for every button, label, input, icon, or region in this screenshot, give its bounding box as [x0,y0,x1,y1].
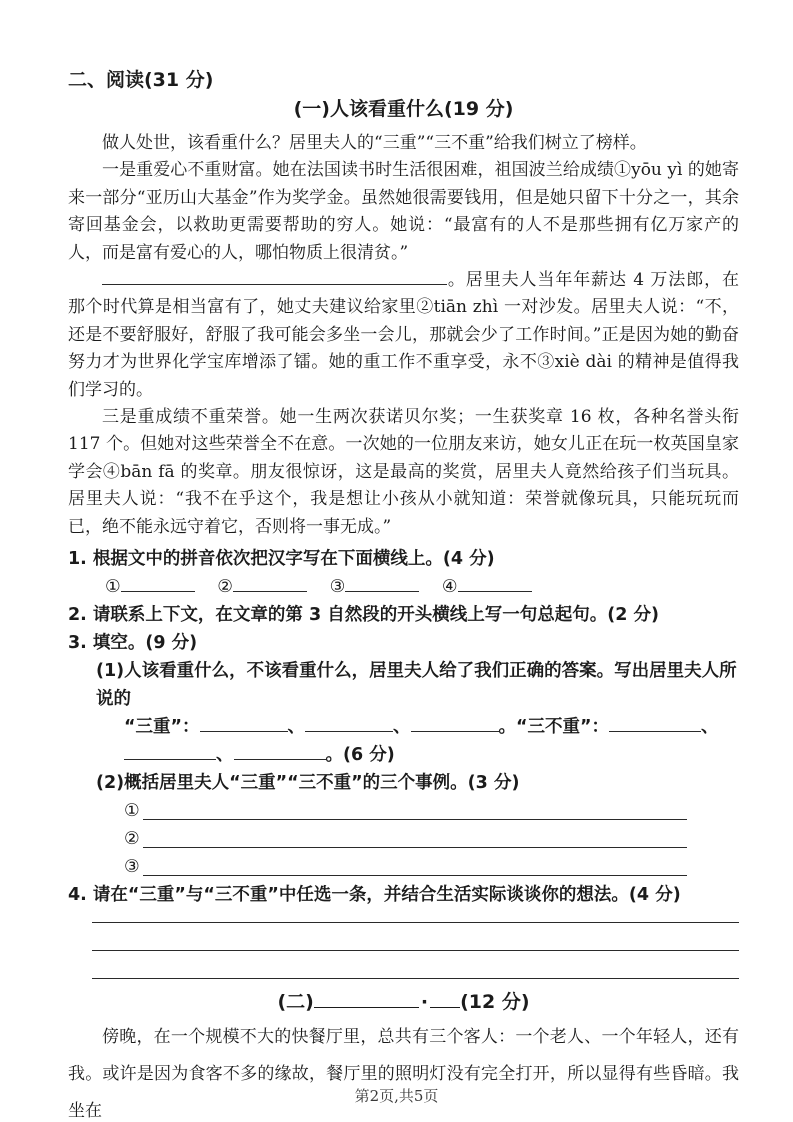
free-answer-line-3 [92,951,739,979]
question-3-sub1-fill-row-1 [124,713,739,741]
free-answer-line-1 [92,909,739,923]
circled-number-4: ④ [441,577,458,598]
circled-number-2: ② [217,577,233,598]
reading1-passage [68,130,739,541]
pinyin-blank-3 [330,573,420,601]
answer-blank [609,720,701,732]
question-3-sub1-lead: (1)人该看重什么，不该看重什么，居里夫人给了我们正确的答案。写出居里夫人所说的 [96,661,737,710]
reading2-title-suffix: (12 分) [460,991,530,1014]
pinyin-blank-2 [217,573,307,601]
label-sanzhong: “三重”： [124,717,200,738]
answer-blank [200,720,288,732]
answer-blank [234,748,326,760]
reading2-paragraph-1: 傍晚，在一个规模不大的快餐厅里，总共有三个客人：一个老人、一个年轻人，还有我。或许是因为食客不多的缘故，餐厅里的照明灯没有完全打开，所以显得有些昏暗。我坐在 [68,1027,739,1122]
answer-blank [124,748,216,760]
circled-number-3: ③ [124,857,140,878]
example-answer-line-1 [124,797,687,825]
circled-number-3: ③ [329,577,346,598]
answer-line [143,875,687,876]
section-heading: 二、阅读(31 分) [68,69,214,91]
separator: 、 [701,717,719,738]
page-footer: 第2页,共5页 [354,1087,439,1105]
question-4-stem: 4. 请在“三重”与“三不重”中任选一条，并结合生活实际谈谈你的想法。(4 分) [68,885,681,906]
answer-line [143,819,687,820]
separator: 、 [287,717,306,738]
circled-number-1: ① [124,801,140,822]
answer-blank [305,720,393,732]
pinyin-blank-1 [105,573,195,601]
separator: 、 [393,717,411,738]
question-2-stem: 2. 请联系上下文，在文章的第 3 自然段的开头横线上写一句总起句。(2 分) [68,605,660,626]
page-content [68,66,739,1122]
reading1-title: (一)人该看重什么(19 分) [293,98,514,120]
title-blank [314,996,419,1008]
separator: 、 [216,745,234,766]
answer-blank [411,720,499,732]
question-3-stem: 3. 填空。(9 分) [68,633,198,654]
free-answer-line-2 [92,923,739,951]
score-tail: 。(6 分) [325,745,395,766]
passage-paragraph-3-text: 。居里夫人当年年薪达 4 万法郎，在那个时代算是相当富有了，她丈夫建议给家里②tiān zhì 一对沙发。居里夫人说：“不，还是不要舒服好，舒服了我可能会多坐一会儿，那就会少了工作时间。”正是因为她的勤奋努力才为世界化学宝库增添了镭。她的重工作不重享受，永不③xiè dài 的精神是值得我们学习的。 [68,270,739,400]
title-dot: · [420,991,429,1014]
inline-topic-sentence-blank [102,273,447,285]
pinyin-blank-4 [442,573,532,601]
passage-paragraph-3 [68,267,739,404]
answer-blank [121,580,195,592]
reading2-title [68,987,739,1017]
circled-number-1: ① [105,577,121,598]
question-3-sub2-stem: (2)概括居里夫人“三重”“三不重”的三个事例。(3 分) [96,773,520,794]
answer-blank [345,580,419,592]
passage-paragraph-1: 做人处世，该看重什么？居里夫人的“三重”“三不重”给我们树立了榜样。 [102,133,647,153]
example-answer-line-2 [124,825,687,853]
answer-line [143,847,687,848]
passage-paragraph-2: 一是重爱心不重财富。她在法国读书时生活很困难，祖国波兰给成绩①yōu yì 的她寄来一部分“亚历山大基金”作为奖学金。虽然她很需要钱用，但是她只留下十分之一，其余寄回基金会，以救助更需要帮助的穷人。她说：“最富有的人不是那些拥有亿万家产的人，而是富有爱心的人，哪怕物质上很清贫。” [68,160,739,263]
passage-paragraph-4: 三是重成绩不重荣誉。她一生两次获诺贝尔奖；一生获奖章 16 枚，各种名誉头衔 117 个。但她对这些荣誉全不在意。一次她的一位朋友来访，她女儿正在玩一枚英国皇家学会④bān fā 的奖章。朋友很惊讶，这是最高的奖赏，居里夫人竟然给孩子们当玩具。居里夫人说：“我不在乎这个，我是想让小孩从小就知道：荣誉就像玩具，只能玩玩而已，绝不能永远守着它，否则将一事无成。” [68,407,739,537]
title-blank-short [430,996,460,1008]
question-1-stem: 1. 根据文中的拼音依次把汉字写在下面横线上。(4 分) [68,549,495,570]
reading2-title-prefix: (二) [277,991,314,1014]
question-3-sub1-fill-row-2 [124,741,739,769]
label-sanbuzhong: 。“三不重”： [498,717,610,738]
example-answer-line-3 [124,853,687,881]
answer-blank [233,580,307,592]
question-1-answer-blanks [105,573,739,601]
answer-blank [458,580,532,592]
circled-number-2: ② [124,829,140,850]
